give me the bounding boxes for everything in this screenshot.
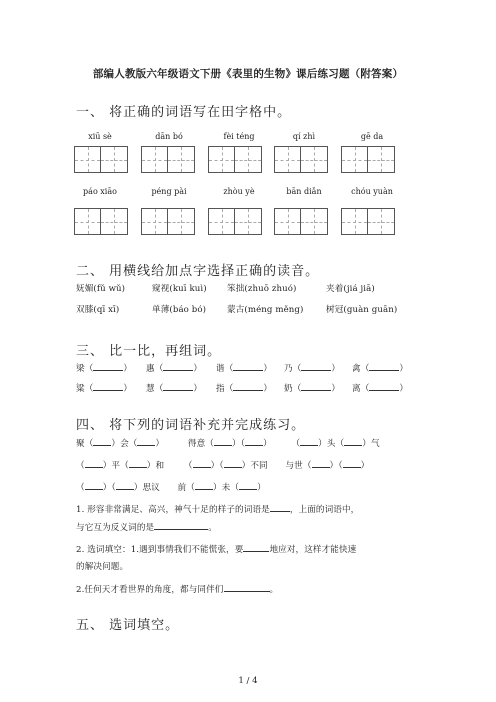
reading-choice[interactable]: 窥视(kuī kuì): [152, 284, 207, 294]
idiom-text: ）（: [329, 461, 343, 471]
idiom-text: ）头（: [318, 439, 345, 449]
answer-blank[interactable]: [369, 361, 399, 371]
page-number: 1 / 4: [238, 676, 258, 686]
tianzige-box[interactable]: [141, 208, 195, 236]
pinyin-label: péng pài: [151, 187, 187, 196]
paren: ）: [399, 364, 409, 374]
paren: ）: [331, 384, 341, 394]
paren: ）: [193, 364, 203, 374]
section-2-heading: 二、 用横线给加点字选择正确的读音。: [76, 264, 320, 279]
paren: ）: [263, 384, 273, 394]
answer-blank[interactable]: [193, 458, 211, 468]
answer-blank[interactable]: [224, 458, 242, 468]
pinyin-label: fèi téng: [223, 132, 255, 141]
compare-char: 离（: [352, 384, 370, 394]
answer-blank[interactable]: [85, 458, 103, 468]
tianzige-box[interactable]: [208, 208, 262, 236]
answer-blank[interactable]: [233, 361, 263, 371]
answer-blank[interactable]: [93, 361, 123, 371]
paren: ）: [331, 364, 341, 374]
answer-blank[interactable]: [343, 458, 361, 468]
pinyin-label: bān diǎn: [286, 187, 322, 196]
compare-char: 禽（: [352, 364, 370, 374]
section-4-heading: 四、 将下列的词语补充并完成练习。: [76, 418, 306, 433]
compare-item: [146, 361, 202, 374]
tianzige-box[interactable]: [208, 146, 262, 174]
reading-choice[interactable]: 笨拙(zhuō zhuó): [227, 284, 297, 294]
idiom-text: （: [76, 483, 85, 493]
reading-choice[interactable]: 树冠(guàn guān): [326, 305, 398, 315]
compare-item: [76, 381, 132, 394]
idiom-text: ）: [360, 461, 370, 471]
paren: ）: [399, 384, 409, 394]
answer-blank[interactable]: [93, 436, 111, 446]
idiom-text: ）: [263, 439, 272, 449]
reading-choice[interactable]: 妩媚(fǔ wǔ): [76, 284, 126, 294]
page-title: 部编人教版六年级语文下册《表里的生物》课后练习题（附答案）: [92, 68, 404, 80]
reading-choice[interactable]: 单薄(báo bó): [152, 305, 207, 315]
idiom-line-3: [76, 480, 266, 493]
idiom-text: 得意（: [187, 439, 214, 449]
question-1-line-2: [76, 520, 217, 533]
idiom-text: ）平（: [102, 461, 129, 471]
tianzige-box[interactable]: [141, 146, 195, 174]
pinyin-label: páo xiāo: [83, 187, 117, 196]
answer-blank[interactable]: [154, 520, 208, 530]
compare-item: [352, 361, 408, 374]
answer-blank[interactable]: [214, 436, 232, 446]
answer-blank[interactable]: [344, 436, 362, 446]
idiom-text: （: [76, 461, 85, 471]
idiom-text: ）（: [210, 461, 224, 471]
section-5-heading: 五、 选词填空。: [76, 618, 180, 633]
tianzige-box[interactable]: [341, 208, 395, 236]
compare-item: [76, 361, 132, 374]
answer-blank[interactable]: [137, 436, 155, 446]
question-3-line: [76, 582, 278, 595]
compare-char: 指（: [216, 384, 234, 394]
answer-blank[interactable]: [195, 480, 213, 490]
compare-char: 乃（: [284, 364, 302, 374]
compare-char: 惠（: [146, 364, 164, 374]
question-text: 地应对，这样才能快速: [269, 545, 357, 555]
answer-blank[interactable]: [129, 458, 147, 468]
compare-item: [216, 361, 272, 374]
pinyin-label: qí zhì: [292, 132, 316, 141]
idiom-text: ）: [257, 483, 266, 493]
answer-blank[interactable]: [243, 542, 269, 552]
tianzige-box[interactable]: [74, 208, 128, 236]
answer-blank[interactable]: [312, 458, 330, 468]
paren: ）: [123, 364, 133, 374]
paren: ）: [263, 364, 273, 374]
idiom-text: 与世（: [285, 461, 312, 471]
question-text: 2. 选词填空：1.遇到事情我们不能慌张，要: [76, 545, 244, 555]
idiom-text: ）不同: [241, 461, 268, 471]
answer-blank[interactable]: [233, 381, 263, 391]
section-3-heading: 三、 比一比，再组词。: [76, 344, 222, 359]
compare-item: [146, 381, 202, 394]
answer-blank[interactable]: [116, 480, 134, 490]
idiom-text: （: [183, 461, 193, 471]
answer-blank[interactable]: [163, 361, 193, 371]
idiom-text: ）: [155, 439, 165, 449]
reading-choice[interactable]: 夹着(jiá jiā): [326, 284, 375, 294]
paren: ）: [193, 384, 203, 394]
answer-blank[interactable]: [245, 436, 263, 446]
question-text: 。: [269, 585, 279, 595]
compare-item: [352, 381, 408, 394]
question-text: 。: [208, 523, 217, 533]
question-text: 1. 形容非常满足、高兴，神气十足的样子的词语是: [76, 505, 270, 515]
pinyin-label: dān bó: [155, 132, 183, 141]
compare-char: 粱（: [76, 384, 94, 394]
idiom-text: ）未（: [212, 483, 240, 493]
question-text: 2.任何天才看世界的角度，都与同伴们: [76, 585, 224, 595]
idiom-text: ）气: [362, 439, 380, 449]
idiom-text: ）（: [231, 439, 246, 449]
answer-blank[interactable]: [270, 502, 290, 512]
question-text: 与它互为反义词的是: [76, 523, 155, 533]
idiom-line-1: [76, 436, 380, 449]
tianzige-box[interactable]: [74, 146, 128, 174]
paren: ）: [123, 384, 133, 394]
reading-choice[interactable]: 蒙古(méng měng): [227, 305, 304, 315]
idiom-text: ）（: [102, 483, 116, 493]
answer-blank[interactable]: [300, 436, 318, 446]
answer-blank[interactable]: [163, 381, 193, 391]
idiom-text: ）会（: [111, 439, 138, 449]
compare-item: [284, 361, 340, 374]
answer-blank[interactable]: [301, 381, 331, 391]
pinyin-label: xiū sè: [88, 132, 112, 141]
answer-blank[interactable]: [301, 361, 331, 371]
pinyin-label: gē da: [360, 132, 384, 141]
answer-blank[interactable]: [239, 480, 257, 490]
answer-blank[interactable]: [85, 480, 103, 490]
tianzige-box[interactable]: [341, 146, 395, 174]
pinyin-label: zhòu yè: [223, 187, 255, 196]
answer-blank[interactable]: [224, 582, 270, 592]
idiom-text: ）思议: [133, 483, 160, 493]
compare-char: 谐（: [216, 364, 234, 374]
idiom-text: （: [291, 439, 301, 449]
idiom-text: ）和: [146, 461, 165, 471]
idiom-line-2: [76, 458, 369, 471]
compare-char: 慧（: [146, 384, 164, 394]
compare-char: 梁（: [76, 364, 94, 374]
tianzige-box[interactable]: [274, 208, 328, 236]
idiom-text: 聚（: [76, 439, 94, 449]
question-2-line-1: [76, 542, 356, 555]
idiom-text: 前（: [177, 483, 195, 493]
reading-choice[interactable]: 双膝(qī xī): [76, 305, 120, 315]
answer-blank[interactable]: [93, 381, 123, 391]
compare-char: 奶（: [284, 384, 302, 394]
compare-item: [216, 381, 272, 394]
question-1-line-1: [76, 502, 359, 515]
section-1-heading: 一、 将正确的词语写在田字格中。: [76, 105, 292, 120]
compare-item: [284, 381, 340, 394]
tianzige-box[interactable]: [274, 146, 328, 174]
question-text: ，上面的词语中，: [289, 505, 360, 515]
pinyin-label: chóu yuàn: [351, 187, 393, 196]
answer-blank[interactable]: [369, 381, 399, 391]
question-2-line-2: 的解决问题。: [76, 562, 129, 572]
